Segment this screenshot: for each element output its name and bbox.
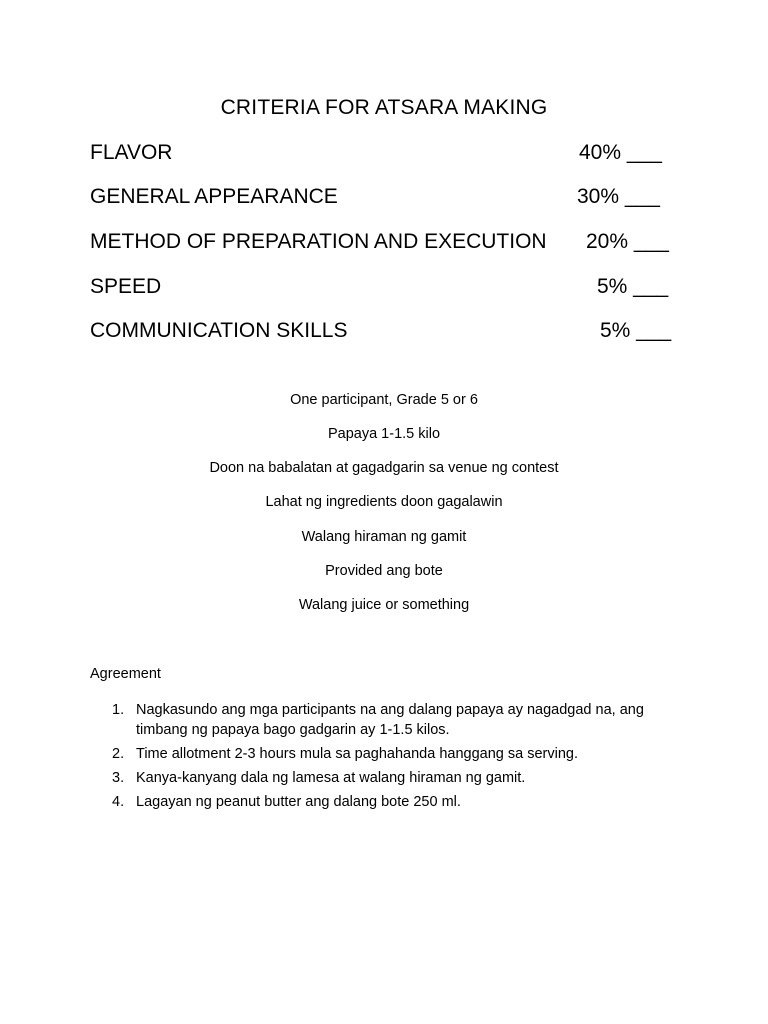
- criterion-weight: 40% ___: [579, 141, 662, 164]
- agreement-item: [90, 744, 690, 764]
- criterion-row: [90, 319, 690, 349]
- agreement-item-number: 4.: [112, 794, 125, 810]
- agreement-item: [90, 700, 690, 740]
- rule-line: Provided ang bote: [325, 563, 443, 579]
- criterion-weight: 5% ___: [597, 275, 669, 298]
- agreement-item-text: Lagayan ng peanut butter ang dalang bote 250 ml.: [136, 794, 461, 810]
- rule-line: Papaya 1-1.5 kilo: [327, 426, 441, 442]
- criterion-name: GENERAL APPEARANCE: [90, 185, 338, 208]
- criterion-weight: 5% ___: [600, 319, 672, 342]
- criterion-row: [90, 275, 690, 305]
- criterion-name: FLAVOR: [90, 141, 173, 164]
- agreement-item-text: Kanya-kanyang dala ng lamesa at walang hiraman ng gamit.: [136, 770, 526, 786]
- rule-line: One participant, Grade 5 or 6: [290, 392, 478, 408]
- criterion-name: SPEED: [90, 275, 162, 298]
- rule-line: Walang hiraman ng gamit: [301, 529, 467, 545]
- agreement-item-text: Nagkasundo ang mga participants na ang dalang papaya ay nagadgad na, ang timbang ng papaya bago gadgarin ay 1-1.5 kilos.: [136, 702, 644, 738]
- criterion-weight: 20% ___: [586, 230, 669, 253]
- agreement-item: [90, 768, 690, 788]
- rule-line: Lahat ng ingredients doon gagalawin: [265, 494, 503, 510]
- document-title: CRITERIA FOR ATSARA MAKING: [220, 96, 548, 119]
- criterion-row: [90, 185, 690, 215]
- agreement-item: [90, 792, 690, 812]
- rule-line: Doon na babalatan at gagadgarin sa venue ng contest: [209, 460, 559, 476]
- agreement-item-number: 1.: [112, 702, 125, 718]
- agreement-item-text: Time allotment 2-3 hours mula sa paghahanda hanggang sa serving.: [136, 746, 578, 762]
- rule-line: Walang juice or something: [298, 597, 470, 613]
- agreement-heading: Agreement: [90, 666, 161, 682]
- criterion-name: COMMUNICATION SKILLS: [90, 319, 348, 342]
- criterion-row: [90, 230, 690, 260]
- agreement-item-number: 2.: [112, 746, 125, 762]
- criterion-name: METHOD OF PREPARATION AND EXECUTION: [90, 230, 547, 253]
- criterion-weight: 30% ___: [577, 185, 660, 208]
- criterion-row: [90, 141, 690, 171]
- agreement-item-number: 3.: [112, 770, 125, 786]
- agreement-list: [90, 700, 690, 816]
